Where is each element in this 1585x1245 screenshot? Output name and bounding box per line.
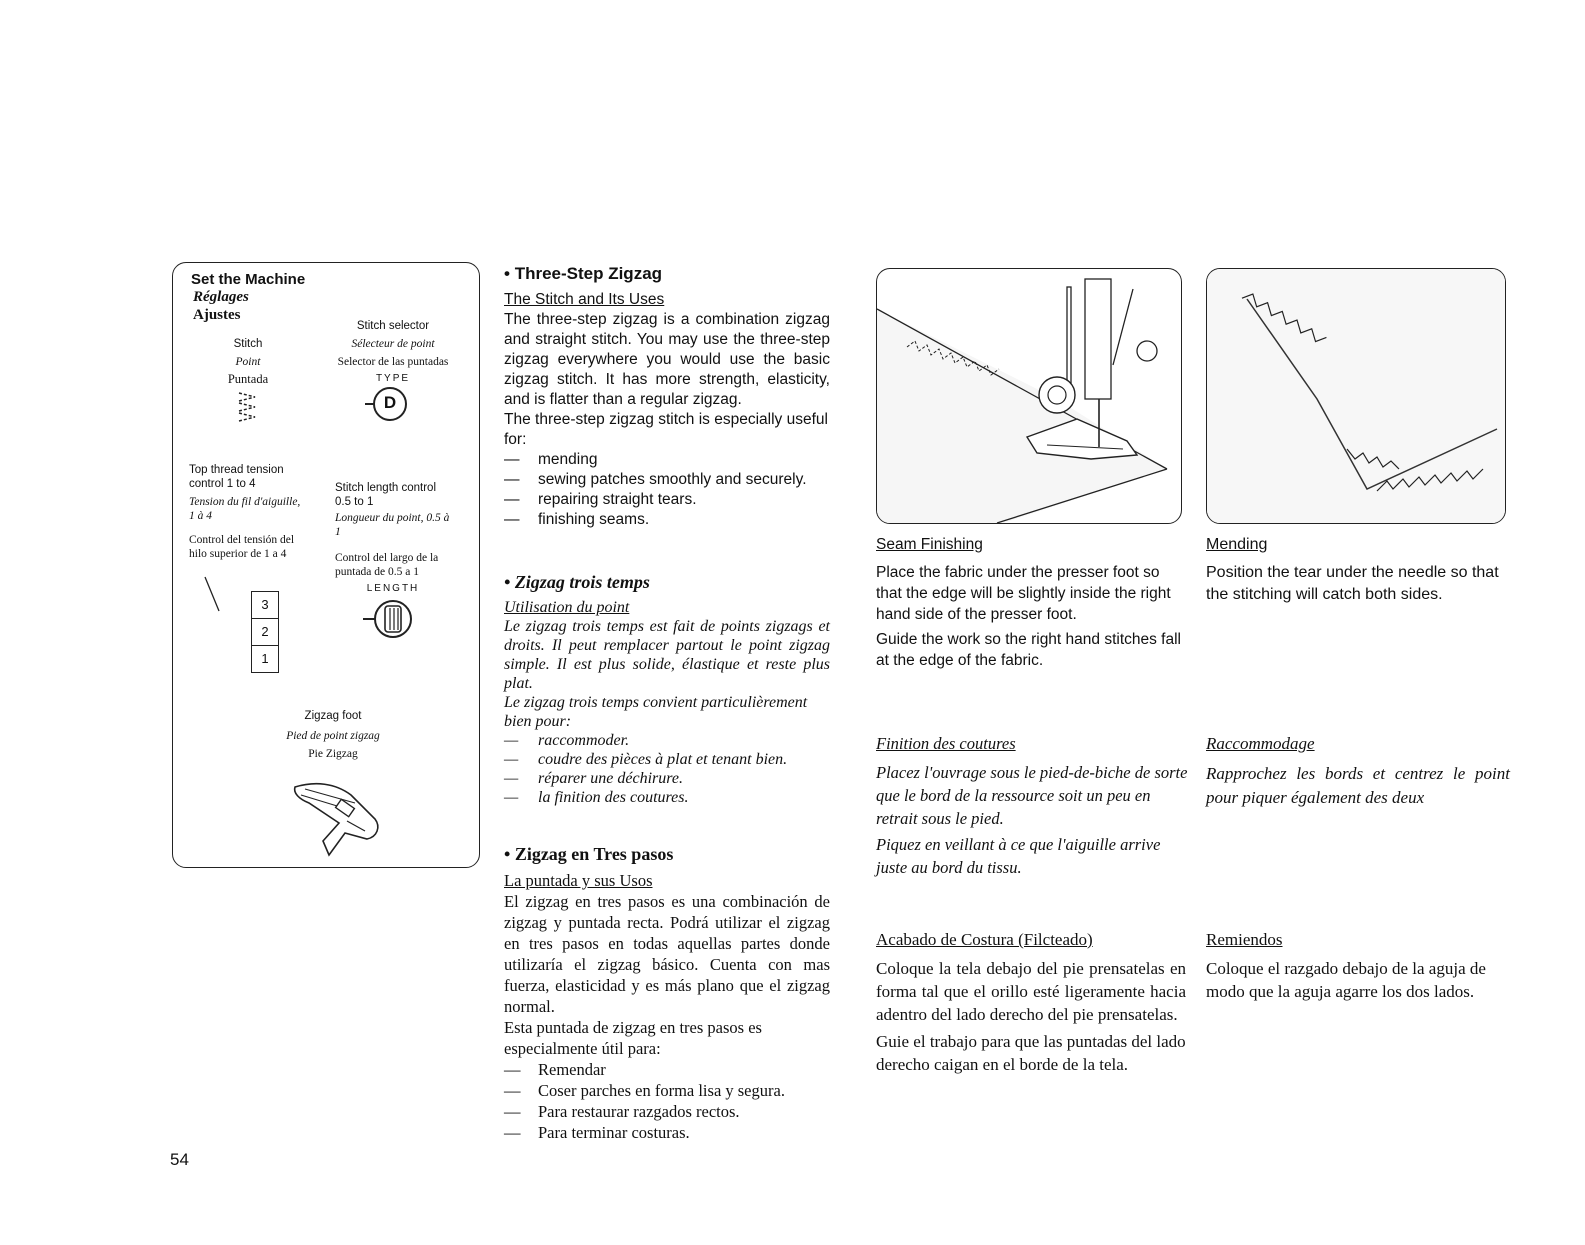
stitch-label-fr: Point [235, 356, 261, 368]
list-item: — Remendar [504, 1059, 830, 1080]
settings-title-es: Ajustes [193, 307, 241, 323]
stitch-label-en: Stitch [233, 338, 263, 350]
list-item: — Para restaurar razgados rectos. [504, 1101, 830, 1122]
type-dial-caption: TYPE [375, 373, 411, 384]
stitch-selector-fr: Sélecteur de point [351, 338, 435, 350]
three-step-zigzag-icon [233, 389, 263, 425]
french-para1: Le zigzag trois temps est fait de points zigzags et droits. Il peut remplacer partout le point zigzag simple. Il est plus solide, élastique et reste plus plat. [504, 618, 830, 692]
seam-title-fr: Finition des coutures [876, 734, 1016, 753]
seam-en-para2: Guide the work so the right hand stitches fall at the edge of the fabric. [876, 631, 1181, 669]
french-section [504, 572, 830, 807]
top-tension-en: Top thread tension control 1 to 4 [189, 464, 284, 490]
seam-title-en: Seam Finishing [876, 536, 983, 553]
mending-french [1206, 732, 1510, 810]
mending-title-es: Remiendos [1206, 930, 1283, 949]
list-item: — Para terminar costuras. [504, 1122, 830, 1143]
mending-en-para1: Position the tear under the needle so that the stitching will catch both sides. [1206, 564, 1499, 603]
length-dial-icon [361, 597, 419, 641]
list-item: — la finition des coutures. [504, 788, 830, 807]
top-tension-es: Control del tensión del hilo superior de 1 a 4 [189, 534, 295, 560]
seam-english [876, 534, 1188, 671]
seam-fr-para1: Placez l'ouvrage sous le pied-de-biche de sorte que le bord de la ressource soit un peu en retrait sous le pied. [876, 763, 1188, 828]
zigzag-foot-icon [285, 775, 385, 861]
mending-es-para1: Coloque el razgado debajo de la aguja de modo que la aguja agarre los dos lados. [1206, 959, 1486, 1001]
spanish-uses-list [504, 1059, 830, 1143]
spanish-para2: Esta puntada de zigzag en tres pasos es especialmente útil para: [504, 1018, 762, 1058]
seam-es-para2: Guie el trabajo para que las puntadas del lado derecho caigan en el borde de la tela. [876, 1032, 1186, 1074]
page-number: 54 [170, 1150, 189, 1169]
stitch-length-es: Control del largo de la puntada de 0.5 a 1 [335, 552, 439, 578]
english-para2: The three-step zigzag stitch is especially useful for: [504, 411, 828, 448]
french-para2: Le zigzag trois temps convient particulièrement bien pour: [504, 694, 808, 730]
mending-english [1206, 534, 1510, 606]
settings-title-en: Set the Machine [191, 271, 306, 288]
pointer-line [203, 575, 223, 615]
machine-settings-box [172, 262, 480, 868]
english-uses-list [504, 450, 830, 530]
type-dial-icon: D [373, 387, 407, 421]
list-item: — repairing straight tears. [504, 490, 830, 510]
spanish-heading: • Zigzag en Tres pasos [504, 844, 674, 864]
stitch-selector-en: Stitch selector [356, 320, 430, 332]
spanish-subheading: La puntada y sus Usos [504, 871, 653, 890]
spanish-para1: El zigzag en tres pasos es una combinación de zigzag y puntada recta. Podrá utilizar el zigzag en tres pasos en todas aquellas partes donde utilizaría el zigzag básico. Cuenta con mas fuerza, elasticidad y es más plano que el zigzag normal. [504, 892, 830, 1016]
foot-label-en: Zigzag foot [304, 710, 362, 722]
french-uses-list [504, 731, 830, 807]
english-subheading: The Stitch and Its Uses [504, 291, 665, 308]
seam-fr-para2: Piquez en veillant à ce que l'aiguille arrive juste au bord du tissu. [876, 835, 1161, 877]
mending-spanish [1206, 928, 1510, 1003]
seam-finishing-illustration [876, 268, 1182, 524]
seam-spanish [876, 928, 1186, 1076]
length-dial-caption: LENGTH [366, 583, 420, 594]
french-heading: • Zigzag trois temps [504, 572, 650, 592]
settings-title-fr: Réglages [193, 289, 249, 305]
stitch-length-en: Stitch length control 0.5 to 1 [335, 482, 437, 508]
mending-fr-para1: Rapprochez les bords et centrez le point pour piquer également des deux [1206, 764, 1510, 807]
list-item: — mending [504, 450, 830, 470]
list-item: — raccommoder. [504, 731, 830, 750]
top-tension-fr: Tension du fil d'aiguille, 1 à 4 [189, 496, 301, 522]
seam-french [876, 732, 1188, 879]
list-item: — finishing seams. [504, 510, 830, 530]
mending-title-fr: Raccommodage [1206, 734, 1315, 753]
english-para1: The three-step zigzag is a combination zigzag and straight stitch. You may use the three-step zigzag everywhere you would use the basic zigzag stitch. It has more strength, elasticity, and is flatter than a regular zigzag. [504, 311, 830, 408]
list-item: — coudre des pièces à plat et tenant bien. [504, 750, 830, 769]
stitch-length-fr: Longueur du point, 0.5 à 1 [335, 512, 450, 538]
mending-title-en: Mending [1206, 536, 1268, 553]
mending-illustration [1206, 268, 1506, 524]
french-subheading: Utilisation du point [504, 599, 630, 616]
mended-tear-illustration [1207, 269, 1506, 524]
spanish-section [504, 844, 830, 1143]
english-section [504, 264, 830, 530]
foot-label-fr: Pied de point zigzag [286, 730, 380, 742]
seam-en-para1: Place the fabric under the presser foot so that the edge will be slightly inside the right hand side of the presser foot. [876, 564, 1171, 623]
list-item: — sewing patches smoothly and securely. [504, 470, 830, 490]
list-item: — Coser parches en forma lisa y segura. [504, 1080, 830, 1101]
english-heading: • Three-Step Zigzag [504, 264, 663, 283]
seam-es-para1: Coloque la tela debajo del pie prensatelas en forma tal que el orillo esté ligeramente hacia adentro del lado derecho del pie prensatelas. [876, 959, 1186, 1024]
presser-foot-seam-illustration [877, 269, 1182, 524]
stitch-label-es: Puntada [227, 372, 269, 386]
seam-title-es: Acabado de Costura (Filcteado) [876, 930, 1093, 949]
foot-label-es: Pie Zigzag [308, 748, 358, 760]
stitch-selector-es: Selector de las puntadas [337, 356, 449, 368]
list-item: — réparer une déchirure. [504, 769, 830, 788]
tension-dial-icon: 3 2 1 [251, 591, 279, 673]
